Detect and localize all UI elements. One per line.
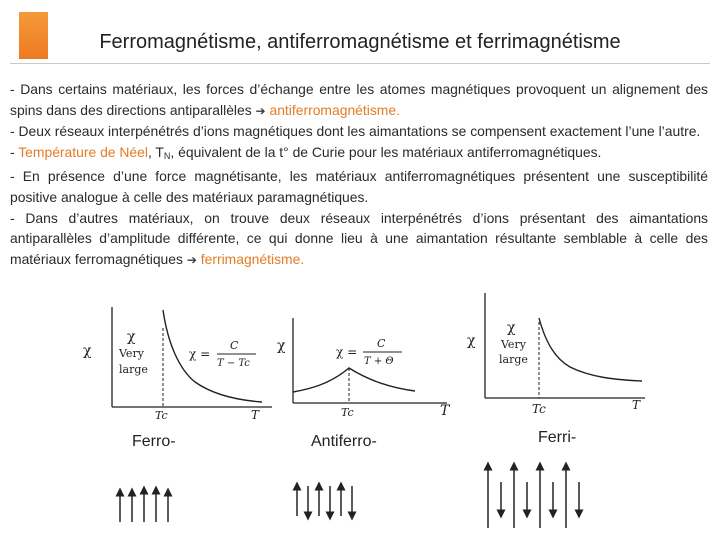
ferro-very-label: Very (119, 347, 144, 360)
paragraph-2: - Deux réseaux interpénétrés d’ions magnétiques dont les aimantations se compensent exactement l’une l’autre. (10, 123, 701, 140)
arrow-icon: ➔ (186, 252, 197, 267)
ferro-formula-lhs: χ = (189, 347, 211, 361)
antiferro-x-label: T (440, 403, 450, 419)
ferro-x-label: T (251, 408, 260, 422)
ferro-tick-label: Tc (155, 409, 168, 422)
ferro-curve (163, 310, 262, 402)
ferri-curve (539, 318, 642, 381)
term-antiferromagnetism: antiferromagnétisme. (269, 101, 400, 118)
ferri-caption: Ferri- (538, 429, 577, 446)
ferri-chi-symbol: χ (507, 320, 516, 336)
antiferro-formula-lhs: χ = (336, 345, 358, 359)
paragraph-4: - En présence d’une force magnétisante, les matériaux antiferromagnétiques présentent une susceptibilité positive analogue à celle des matériaux paramagnétiques. (10, 168, 708, 205)
paragraph-3-mid: , T (147, 143, 164, 160)
ferro-y-label: χ (83, 343, 92, 359)
ferri-x-label: T (632, 398, 641, 412)
arrow-icon: ➔ (255, 103, 266, 118)
antiferro-formula-num: C (377, 337, 386, 350)
page-title: Ferromagnétisme, antiferromagnétisme et ferrimagnétisme (99, 31, 621, 53)
ferro-formula-den: T − Tc (217, 358, 250, 369)
ferri-spins (488, 466, 579, 528)
paragraph-5-text: - Dans d’autres matériaux, on trouve deux réseaux interpénétrés d’ions présentant des aimantations antiparallèles d’amplitude différente, ce qui donne lieu à une aimantation résultante semblable à celle des matériaux ferromagnétiques (10, 209, 708, 267)
antiferro-spins (297, 486, 352, 516)
ferro-spins (120, 490, 168, 522)
ferri-tick-label: Tc (532, 402, 546, 416)
paragraph-1-text: - Dans certains matériaux, les forces d’échange entre les atomes magnétiques provoquent un alignement des spins dans des directions antiparallèles (10, 81, 708, 118)
antiferro-caption: Antiferro- (311, 433, 377, 450)
paragraph-3-prefix: - (10, 143, 19, 160)
antiferro-y-label: χ (277, 338, 286, 354)
antiferro-curve (293, 368, 415, 392)
term-ferrimagnetism: ferrimagnétisme. (200, 250, 305, 267)
ferri-y-label: χ (467, 333, 476, 349)
ferro-large-label: large (119, 363, 148, 376)
ferro-caption: Ferro- (132, 433, 176, 450)
antiferro-formula-den: T + Θ (364, 356, 394, 367)
ferro-formula-num: C (230, 339, 239, 352)
paragraph-3-rest: , équivalent de la t° de Curie pour les matériaux antiferromagnétiques. (170, 143, 602, 160)
neel-subscript: N (163, 150, 171, 161)
ferro-chi-symbol: χ (127, 329, 136, 345)
antiferro-tick-label: Tc (341, 406, 354, 419)
ferri-large-label: large (499, 353, 528, 366)
ferri-very-label: Very (501, 338, 526, 351)
term-neel-temperature: Température de Néel (18, 143, 148, 160)
